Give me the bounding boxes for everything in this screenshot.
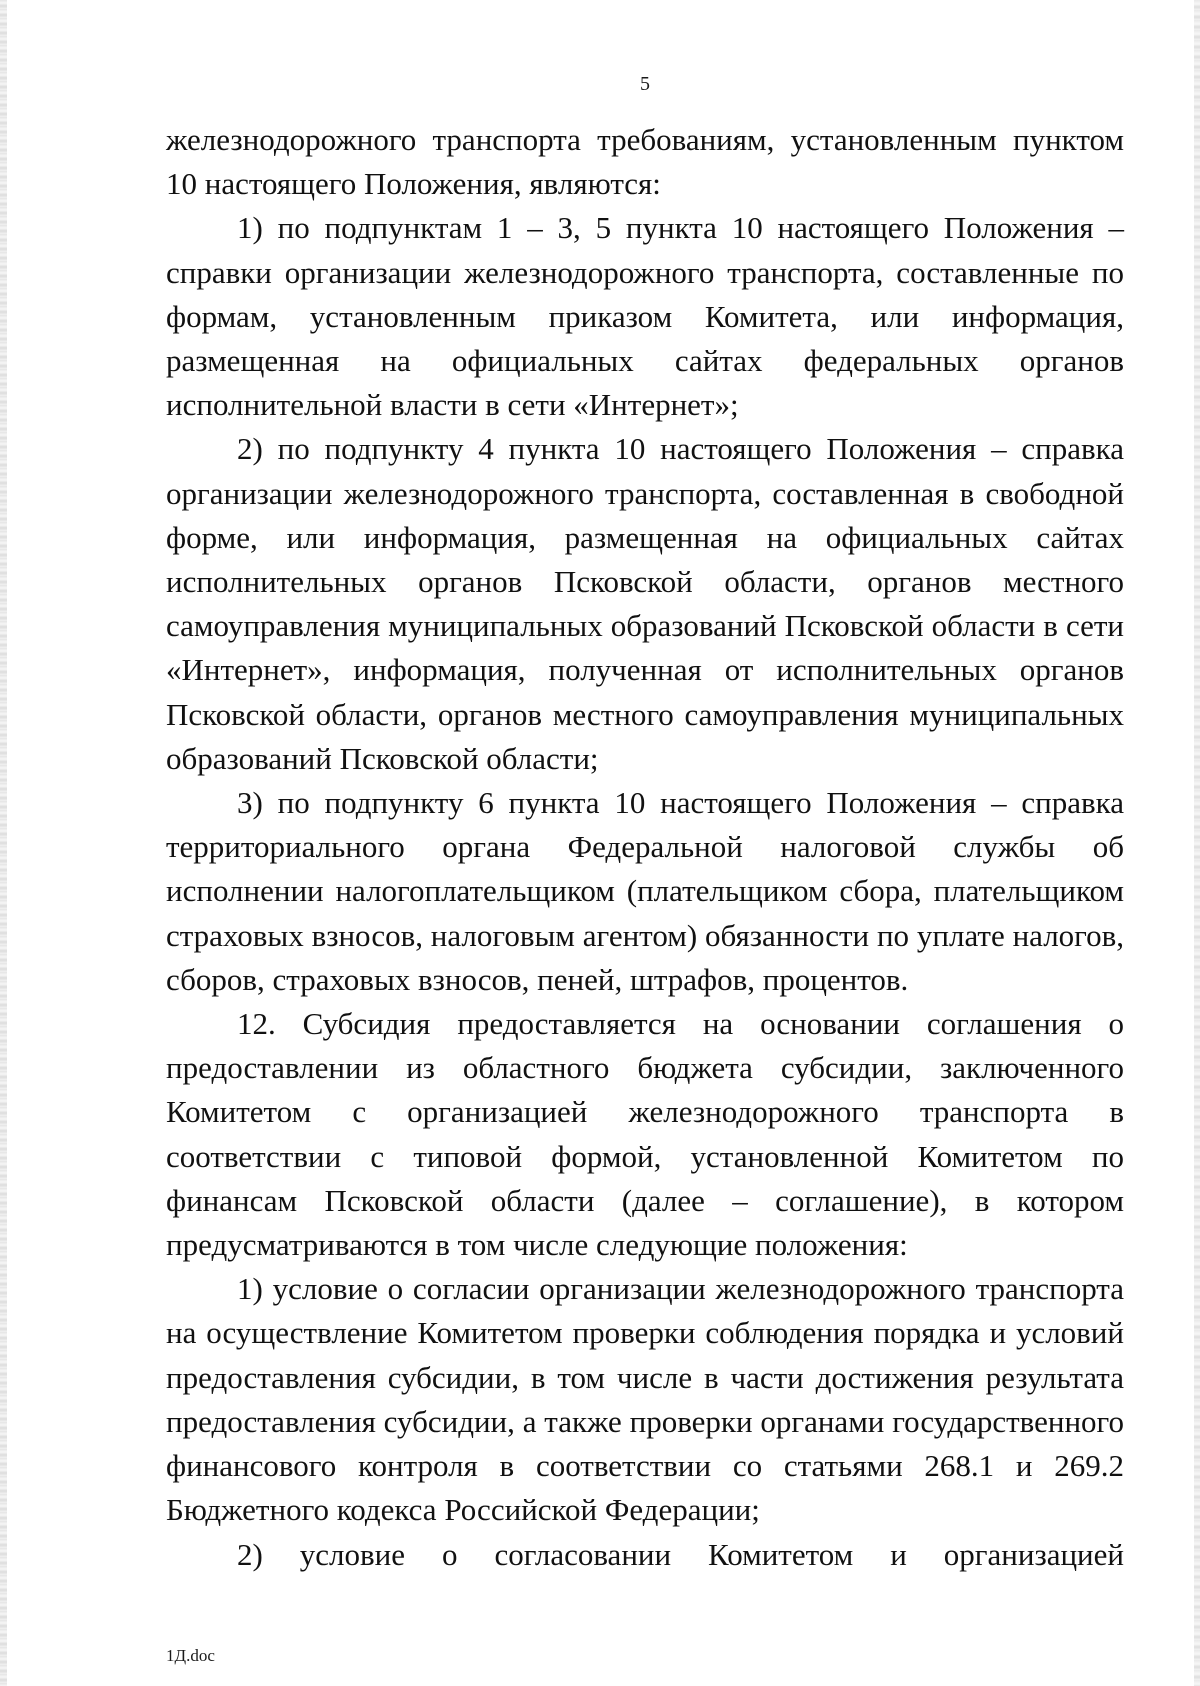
paragraph-item-1: 1) по подпунктам 1 – 3, 5 пункта 10 настоящего Положения – справки организации железнодорожного транспорта, составленные по формам, установленным приказом Комитета, или информация, размещенная на официальных сайтах федеральных органов исполнительной власти в сети «Интернет»; bbox=[166, 210, 1124, 423]
scan-edge-left bbox=[0, 0, 7, 1686]
page-number: 5 bbox=[640, 73, 650, 95]
paragraph-clause-12: 12. Субсидия предоставляется на основании соглашения о предоставлении из областного бюджета субсидии, заключенного Комитетом с организацией железнодорожного транспорта в соответствии с типовой формой, установленной Комитетом по финансам Псковской области (далее – соглашение), в котором предусматриваются в том числе следующие положения: bbox=[166, 1006, 1124, 1263]
paragraph-continuation: железнодорожного транспорта требованиям, установленным пунктом 10 настоящего Положения, являются: bbox=[166, 122, 1124, 202]
paragraph-clause-12-item-2: 2) условие о согласовании Комитетом и организацией bbox=[237, 1536, 1124, 1572]
paragraph-item-3: 3) по подпункту 6 пункта 10 настоящего Положения – справка территориального органа Федеральной налоговой службы об исполнении налогоплательщиком (плательщиком сбора, плательщиком страховых взносов, налоговым агентом) обязанности по уплате налогов, сборов, страховых взносов, пеней, штрафов, процентов. bbox=[166, 785, 1124, 997]
file-name-footer: 1Д.doc bbox=[166, 1646, 215, 1665]
scan-edge-right bbox=[1194, 0, 1200, 1686]
paragraph-item-2: 2) по подпункту 4 пункта 10 настоящего Положения – справка организации железнодорожного транспорта, составленная в свободной форме, или информация, размещенная на официальных сайтах исполнительных органов Псковской области, органов местного самоуправления муниципальных образований Псковской области в сети «Интернет», информация, полученная от исполнительных органов Псковской области, органов местного самоуправления муниципальных образований Псковской области; bbox=[166, 431, 1124, 776]
paragraph-clause-12-item-1: 1) условие о согласии организации железнодорожного транспорта на осуществление Комитетом проверки соблюдения порядка и условий предоставления субсидии, в том числе в части достижения результата предоставления субсидии, а также проверки органами государственного финансового контроля в соответствии со статьями 268.1 и 269.2 Бюджетного кодекса Российской Федерации; bbox=[166, 1271, 1124, 1528]
document-body bbox=[166, 118, 1124, 1577]
